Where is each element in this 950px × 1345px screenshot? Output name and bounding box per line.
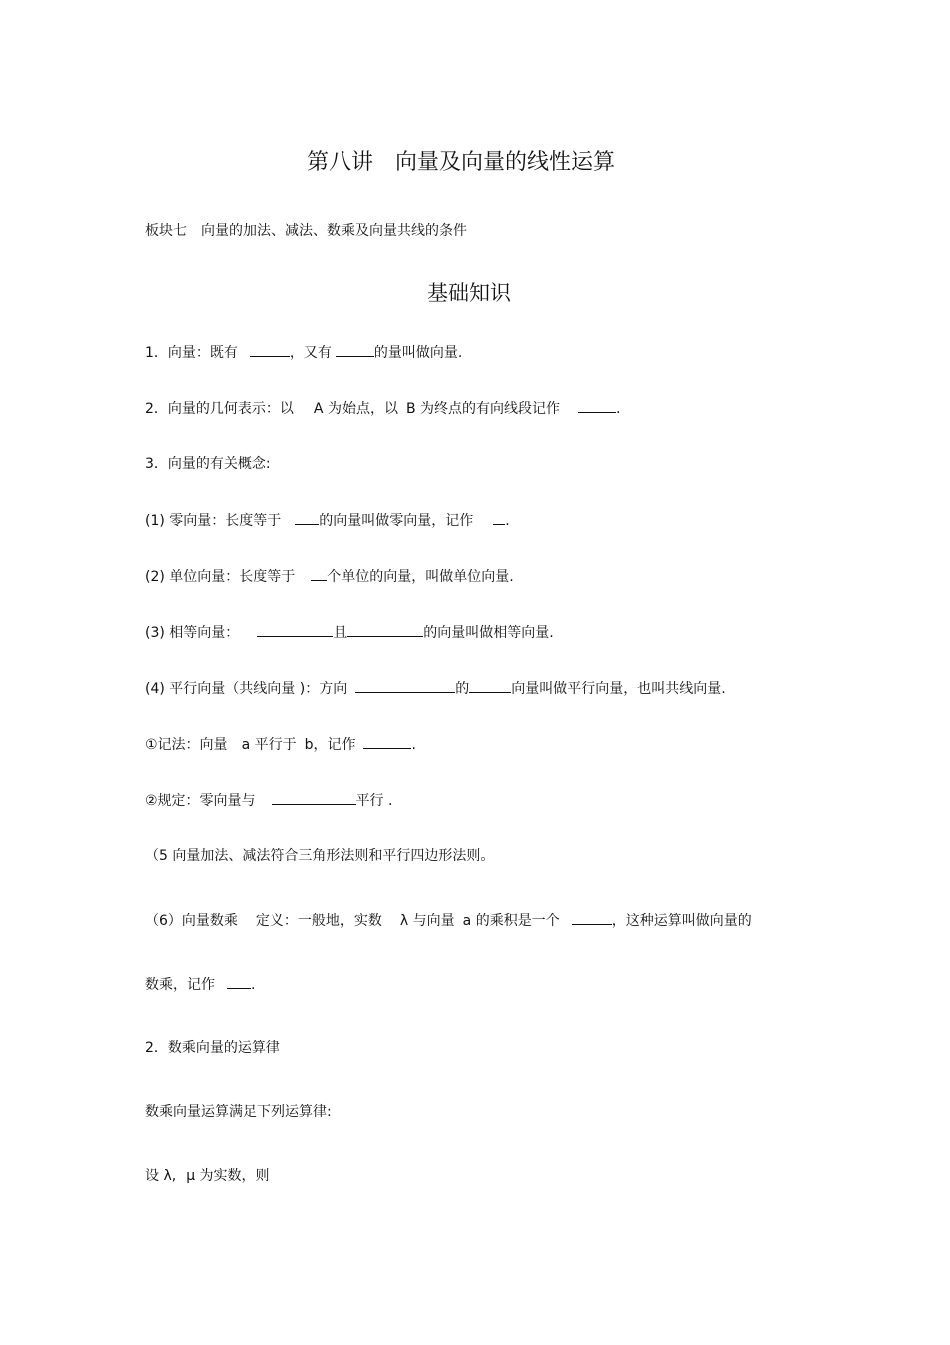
module-heading: 板块七 向量的加法、减法、数乘及向量共线的条件 bbox=[145, 223, 467, 239]
item-1-text-a: 1．向量：既有 bbox=[145, 345, 238, 361]
item-3-text-a: 3．向量的有关概念: bbox=[145, 456, 271, 472]
item-5-text-a: (2) 单位向量：长度等于 bbox=[145, 569, 296, 585]
item-12-text-a: 数乘，记作 bbox=[145, 977, 215, 993]
item-12 bbox=[145, 975, 255, 994]
item-8-text-b: a 平行于 bbox=[241, 737, 297, 753]
item-2-text-c: B 为终点的有向线段记作 bbox=[405, 401, 561, 417]
item-8-text-a: ①记法：向量 bbox=[145, 737, 228, 753]
item-5 bbox=[145, 567, 514, 586]
item-6-text-c: 的向量叫做相等向量. bbox=[423, 625, 554, 641]
item-15-text-a: 设 λ, bbox=[145, 1168, 177, 1184]
blank bbox=[363, 735, 411, 749]
item-15-text-b: μ 为实数，则 bbox=[186, 1168, 270, 1184]
blank bbox=[227, 975, 251, 989]
item-6-text-a: (3) 相等向量： bbox=[145, 625, 240, 641]
item-9 bbox=[145, 791, 392, 810]
blank bbox=[469, 679, 511, 693]
item-3 bbox=[145, 455, 271, 473]
item-13 bbox=[145, 1039, 280, 1057]
item-10 bbox=[145, 847, 494, 865]
item-4-text-b: 的向量叫做零向量，记作 bbox=[319, 513, 474, 529]
item-9-text-a: ②规定：零向量与 bbox=[145, 793, 256, 809]
item-1 bbox=[145, 343, 462, 362]
item-7-text-c: 向量叫做平行向量，也叫共线向量. bbox=[511, 681, 726, 697]
item-7 bbox=[145, 679, 726, 698]
page-title: 第八讲 向量及向量的线性运算 bbox=[306, 150, 615, 175]
item-6 bbox=[145, 623, 554, 642]
item-8-text-c: b，记作 bbox=[304, 737, 356, 753]
item-1-text-b: ，又有 bbox=[289, 345, 332, 361]
item-2-text-a: 2．向量的几何表示：以 bbox=[145, 401, 294, 417]
item-13-text-a: 2．数乘向量的运算律 bbox=[145, 1040, 280, 1056]
blank bbox=[578, 399, 616, 413]
item-2 bbox=[145, 399, 620, 418]
item-4 bbox=[145, 511, 510, 530]
blank bbox=[347, 623, 423, 637]
item-14 bbox=[145, 1103, 332, 1121]
item-11-text-d: a 的乘积是一个 bbox=[462, 913, 560, 929]
blank bbox=[295, 511, 319, 525]
item-11-text-e: ，这种运算叫做向量的 bbox=[611, 913, 752, 929]
blank bbox=[493, 511, 505, 525]
blank bbox=[572, 911, 612, 925]
item-15 bbox=[145, 1167, 270, 1185]
item-4-text-c: . bbox=[505, 513, 510, 529]
item-1-text-c: 的量叫做向量. bbox=[373, 345, 463, 361]
item-12-text-b: . bbox=[251, 977, 256, 993]
item-5-text-b: 个单位的向量，叫做单位向量. bbox=[327, 569, 514, 585]
item-7-text-a: (4) 平行向量（共线向量 )：方向 bbox=[145, 681, 348, 697]
item-11-text-b: 定义：一般地，实数 bbox=[255, 913, 382, 929]
blank bbox=[355, 679, 455, 693]
item-8-text-d: . bbox=[411, 737, 416, 753]
blank bbox=[257, 623, 333, 637]
item-14-text-a: 数乘向量运算满足下列运算律: bbox=[145, 1104, 332, 1120]
item-11 bbox=[145, 911, 752, 930]
blank bbox=[311, 567, 327, 581]
blank bbox=[272, 791, 356, 805]
item-7-text-b: 的 bbox=[455, 681, 470, 697]
item-9-text-b: 平行 . bbox=[355, 793, 393, 809]
section-heading: 基础知识 bbox=[427, 281, 511, 305]
item-10-text-a: （5 向量加法、减法符合三角形法则和平行四边形法则。 bbox=[145, 848, 495, 864]
item-8 bbox=[145, 735, 416, 754]
blank bbox=[250, 343, 290, 357]
item-11-text-a: （6）向量数乘 bbox=[145, 913, 238, 929]
blank bbox=[336, 343, 374, 357]
item-11-text-c: λ 与向量 bbox=[399, 913, 455, 929]
item-6-text-b: 且 bbox=[333, 625, 348, 641]
item-4-text-a: (1) 零向量：长度等于 bbox=[145, 513, 282, 529]
item-2-text-b: A 为始点，以 bbox=[313, 401, 398, 417]
item-2-text-d: . bbox=[616, 401, 621, 417]
